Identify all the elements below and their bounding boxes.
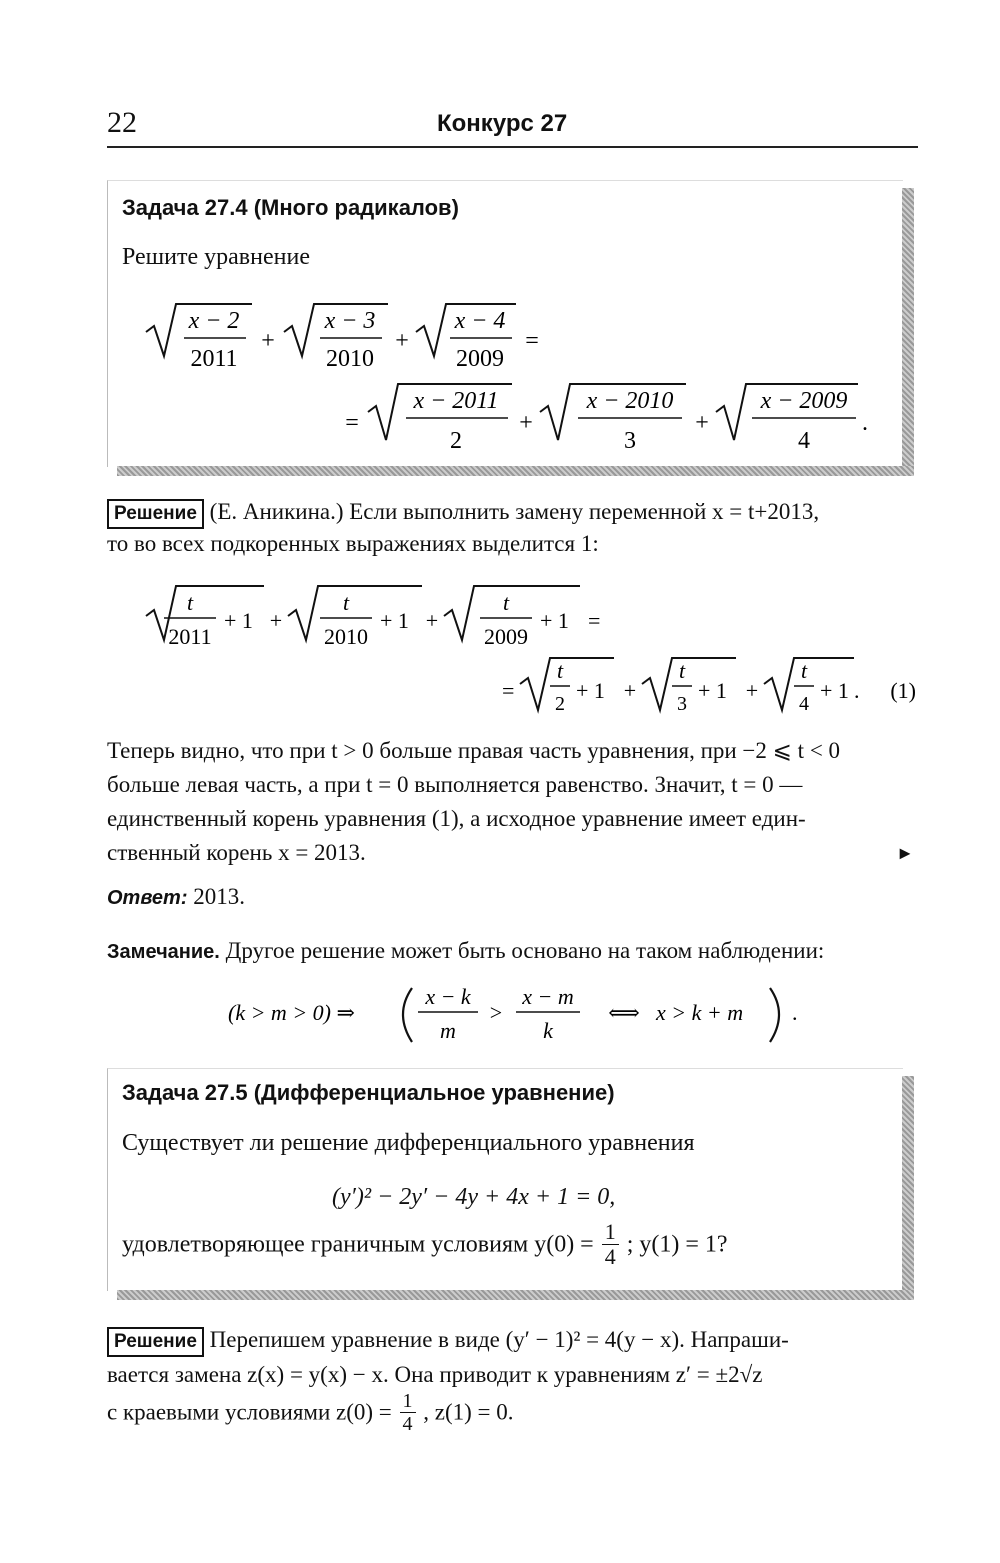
plus-one: + 1 [380, 608, 409, 633]
plus-one: + 1 [820, 678, 849, 703]
plus-sign: + [519, 410, 533, 436]
fraction-den: 2 [555, 693, 565, 715]
fraction-den: 3 [677, 693, 687, 715]
fraction-num: t [678, 658, 686, 683]
formula-rhs: x > k + m [656, 1000, 744, 1025]
problem-27-5-condition [122, 1220, 728, 1269]
paragraph-line: ственный корень x = 2013. ► [107, 836, 918, 870]
fraction-num: x − 2009 [760, 388, 848, 414]
equation-1 [140, 578, 920, 728]
fraction-num: x − 2011 [413, 388, 499, 414]
formula-condition: (k > m > 0) ⇒ [228, 1000, 355, 1025]
fraction-den: 2010 [324, 624, 368, 649]
fraction-num: t [502, 590, 510, 615]
radical-term [146, 586, 264, 649]
fraction-num: t [556, 658, 564, 683]
fraction-den: 2010 [326, 346, 374, 372]
solution-27-4-line2: то во всех подкоренных выражениях выделится 1: [107, 531, 599, 556]
fraction-num: x − 2 [188, 308, 240, 334]
fraction-den: 2009 [456, 346, 504, 372]
remark-label: Замечание. [107, 941, 220, 963]
condition-end: ; y(1) = 1? [626, 1231, 728, 1258]
equals-sign: = [588, 608, 601, 633]
answer-label: Ответ: [107, 887, 188, 909]
radical-term [444, 586, 580, 649]
fraction-num: 1 [400, 1390, 416, 1413]
radical-term [146, 304, 252, 372]
problem-27-5-statement: Существует ли решение дифференциального уравнения [122, 1130, 695, 1156]
period: . [862, 410, 868, 436]
solution-27-4-line1 [107, 495, 918, 529]
fraction-num: x − 4 [454, 308, 506, 334]
greater-sign: > [489, 1000, 503, 1025]
solution-text: Перепишем уравнение в виде (y′ − 1)² = 4(y − x). Напраши- [209, 1327, 789, 1352]
plus-sign: + [745, 678, 759, 703]
plus-sign: + [425, 608, 439, 633]
radical-term [416, 304, 516, 372]
radical-term [284, 304, 388, 372]
fraction-num: t [800, 658, 808, 683]
solution-27-5-line2: вается замена z(x) = y(x) − x. Она приводит к уравнениям z′ = ±2√z [107, 1362, 763, 1387]
plus-one: + 1 [576, 678, 605, 703]
problem-27-4-statement: Решите уравнение [122, 244, 310, 270]
fraction-den: 2011 [168, 624, 212, 649]
fraction-num: x − m [522, 984, 574, 1009]
paragraph-line: Теперь видно, что при t > 0 больше правая часть уравнения, при −2 ⩽ t < 0 [107, 738, 841, 763]
remark [107, 934, 918, 969]
fraction-num: x − k [425, 984, 471, 1009]
radical-term [716, 384, 858, 454]
paragraph-line: единственный корень уравнения (1), а исходное уравнение имеет един- [107, 806, 806, 831]
equals-sign: = [502, 678, 515, 703]
solution-27-5-line1 [107, 1323, 918, 1357]
fraction-den: 2 [450, 428, 462, 454]
fraction [602, 1220, 619, 1269]
box-shadow [902, 1076, 914, 1300]
fraction-den: 2011 [190, 346, 238, 372]
fraction-den: 2009 [484, 624, 528, 649]
equation-label: (1) [890, 678, 916, 703]
equals-sign: = [345, 410, 359, 436]
line3-end: , z(1) = 0. [423, 1399, 514, 1425]
solution-badge: Решение [107, 499, 204, 529]
radical-term [764, 658, 854, 715]
box-shadow [117, 1290, 914, 1300]
fraction-num: t [186, 590, 194, 615]
box-shadow [117, 466, 914, 476]
radical-term [642, 658, 736, 715]
equation-27-4 [140, 290, 880, 460]
plus-one: + 1 [540, 608, 569, 633]
remark-formula [226, 978, 826, 1050]
header-rule [107, 146, 918, 148]
fraction-den: 4 [799, 693, 809, 715]
line3-start: с краевыми условиями z(0) = [107, 1399, 392, 1425]
end-of-proof-marker: ► [896, 843, 914, 863]
fraction-num: x − 3 [324, 308, 376, 334]
fraction-den: m [440, 1018, 456, 1043]
problem-27-5-equation: (y′)² − 2y′ − 4y + 4x + 1 = 0, [332, 1184, 616, 1210]
running-title: Конкурс 27 [437, 110, 568, 137]
fraction-den: 4 [402, 1413, 413, 1435]
box-shadow [902, 188, 914, 476]
problem-27-5-title: Задача 27.5 (Дифференциальное уравнение) [122, 1080, 615, 1105]
fraction-den: 4 [798, 428, 810, 454]
plus-sign: + [269, 608, 283, 633]
plus-sign: + [695, 410, 709, 436]
plus-sign: + [261, 328, 275, 354]
problem-27-4-title: Задача 27.4 (Много радикалов) [122, 195, 459, 220]
remark-text: Другое решение может быть основано на таком наблюдении: [225, 938, 825, 963]
answer [107, 880, 918, 915]
radical-term [520, 658, 614, 715]
paragraph-line: больше левая часть, а при t = 0 выполняется равенство. Значит, t = 0 — [107, 772, 803, 797]
plus-sign: + [623, 678, 637, 703]
page-number: 22 [107, 106, 137, 139]
radical-term [368, 384, 512, 454]
answer-value: 2013. [193, 884, 245, 909]
iff-sign: ⟺ [608, 1000, 640, 1025]
fraction-num: x − 2010 [586, 388, 674, 414]
solution-badge: Решение [107, 1327, 204, 1357]
plus-sign: + [395, 328, 409, 354]
fraction [400, 1390, 416, 1435]
fraction-num: t [342, 590, 350, 615]
period: . [854, 678, 860, 703]
fraction-den: 4 [604, 1244, 616, 1269]
fraction-num: 1 [602, 1220, 619, 1245]
radical-term [540, 384, 686, 454]
solution-27-4-paragraph [107, 734, 918, 870]
plus-one: + 1 [224, 608, 253, 633]
fraction-den: 3 [624, 428, 636, 454]
condition-text: удовлетворяющее граничным условиям y(0) = [122, 1231, 594, 1258]
solution-27-5-line3 [107, 1390, 514, 1435]
period: . [792, 1000, 798, 1025]
plus-one: + 1 [698, 678, 727, 703]
solution-text: (Е. Аникина.) Если выполнить замену переменной x = t+2013, [209, 499, 820, 524]
fraction-den: k [543, 1018, 553, 1043]
radical-term [288, 586, 422, 649]
equals-sign: = [525, 328, 539, 354]
